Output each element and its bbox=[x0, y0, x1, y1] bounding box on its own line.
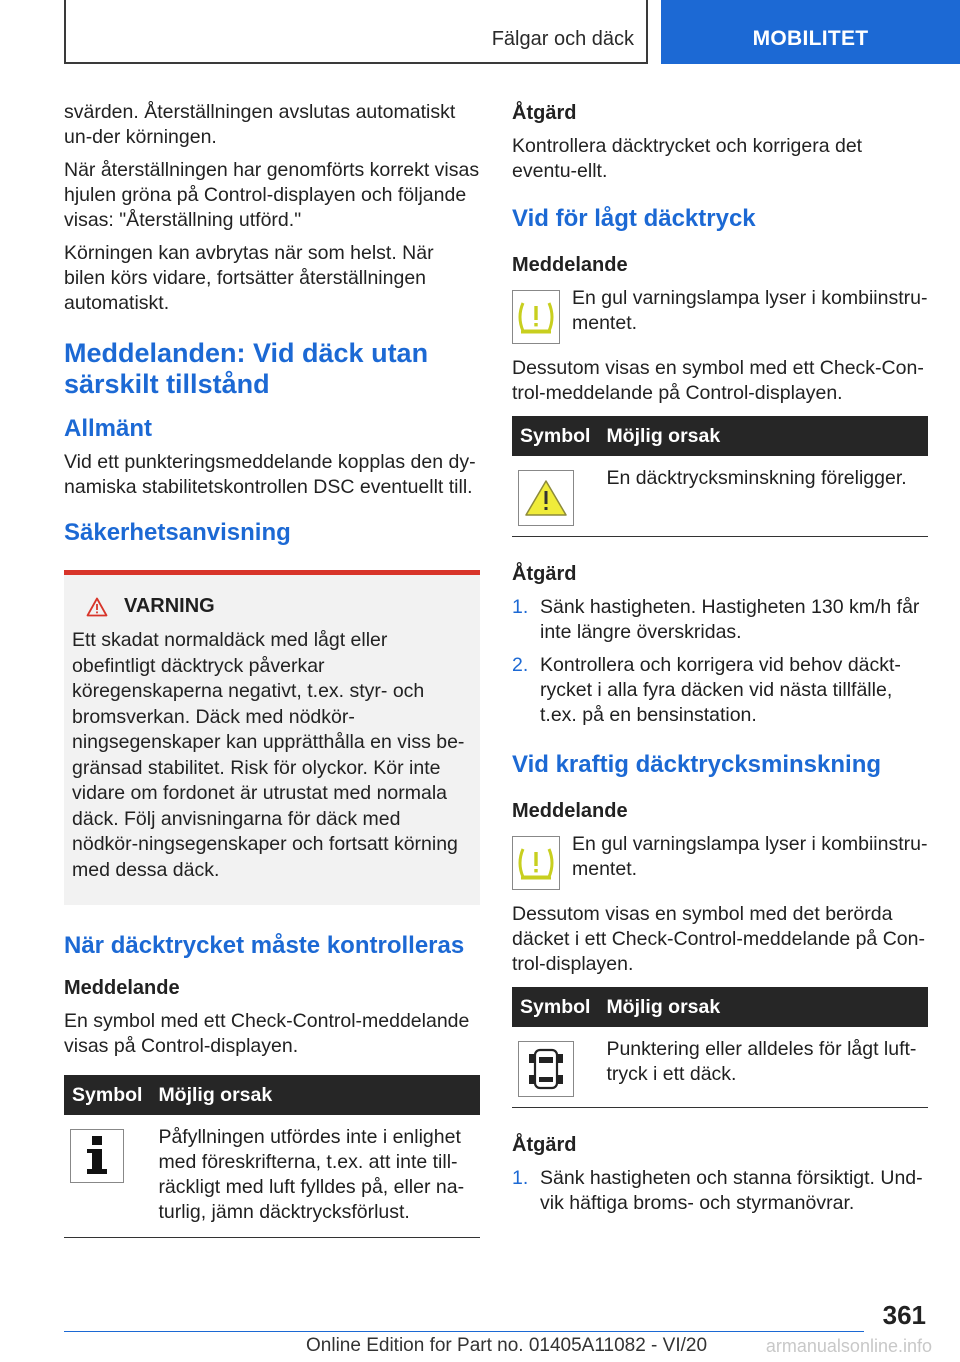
symbol-cell bbox=[64, 1115, 150, 1238]
step-text: Kontrollera och korrigera vid behov däckt‐rycket i alla fyra däcken vid nästa tillfälle, t.ex. på en bensinstation. bbox=[540, 654, 901, 726]
paragraph: svärden. Återställningen avslutas automatiskt un‐der körningen. bbox=[64, 101, 456, 148]
paragraph: Dessutom visas en symbol med ett Check-Con‐trol-meddelande på Control-displayen. bbox=[512, 357, 924, 404]
warning-text: Ett skadat normaldäck med lågt eller obefintligt däcktryck påverkar köregenskaperna negativt, t.ex. styr- och bromsverkan. Däck med nödkör‐ningsegenskaper kan upprätthålla en viss be‐gränsad stabilitet. Risk för olyckor. Kör inte vidare om fordonet är utrustat med normala däck. Följ anvisningarna för däck med nödkör‐ningsegenskaper och fortsatt körning med dessa däck. bbox=[72, 629, 465, 881]
message-text: En gul varningslampa lyser i kombiinstru‐mentet. bbox=[572, 287, 928, 334]
symbol-table bbox=[512, 416, 928, 537]
message-row bbox=[512, 286, 928, 344]
action-heading: Åtgärd bbox=[512, 563, 577, 585]
step-number: 1. bbox=[512, 1167, 529, 1189]
paragraph: Kontrollera däcktrycket och korrigera det eventu‐ellt. bbox=[512, 135, 863, 182]
step-text: Sänk hastigheten. Hastigheten 130 km/h får inte längre överskridas. bbox=[540, 596, 920, 643]
tire-pressure-warning-lamp-icon bbox=[512, 290, 560, 344]
paragraph: Körningen kan avbrytas när som helst. När bilen körs vidare, fortsätter återställningen automatiskt. bbox=[64, 242, 434, 314]
warning-box bbox=[64, 570, 480, 905]
chapter-tab[interactable]: MOBILITET bbox=[661, 0, 960, 64]
action-heading: Åtgärd bbox=[512, 1134, 577, 1156]
symbol-table bbox=[512, 987, 928, 1108]
left-column bbox=[64, 100, 480, 1238]
footer-divider bbox=[64, 1331, 864, 1332]
message-text: En gul varningslampa lyser i kombiinstru‐mentet. bbox=[572, 833, 928, 880]
warning-title bbox=[72, 595, 470, 618]
message-heading: Meddelande bbox=[512, 254, 628, 276]
car-tire-icon bbox=[518, 1041, 574, 1097]
column-header-cause: Möjlig orsak bbox=[150, 1075, 480, 1115]
yellow-warning-triangle-icon bbox=[518, 470, 574, 526]
message-heading: Meddelande bbox=[64, 977, 180, 999]
paragraph: Vid ett punkteringsmeddelande kopplas den dy‐namiska stabilitetskontrollen DSC eventuellt till. bbox=[64, 451, 476, 498]
paragraph: En symbol med ett Check-Control-meddelande visas på Control-displayen. bbox=[64, 1010, 470, 1057]
column-header-symbol: Symbol bbox=[512, 416, 598, 456]
watermark: armanualsonline.info bbox=[765, 1336, 932, 1356]
cause-cell: Punktering eller alldeles för lågt luft‐tryck i ett däck. bbox=[598, 1027, 928, 1108]
list-item bbox=[512, 653, 928, 728]
step-list bbox=[512, 1166, 928, 1216]
symbol-cell bbox=[512, 1027, 598, 1108]
table-row bbox=[512, 456, 928, 537]
cause-cell: En däcktrycksminskning föreligger. bbox=[598, 456, 928, 537]
subheading-low-pressure: Vid för lågt däcktryck bbox=[512, 205, 756, 232]
page-number: 361 bbox=[882, 1300, 926, 1330]
right-column bbox=[512, 100, 928, 1224]
subheading-safety: Säkerhetsanvisning bbox=[64, 519, 291, 546]
table-row bbox=[512, 1027, 928, 1108]
warning-triangle-icon bbox=[86, 597, 108, 617]
header-frame bbox=[64, 0, 648, 64]
column-header-cause: Möjlig orsak bbox=[598, 416, 928, 456]
warning-label: VARNING bbox=[124, 595, 215, 617]
step-text: Sänk hastigheten och stanna försiktigt. Und‐vik häftiga broms- och styrmanövrar. bbox=[540, 1167, 923, 1214]
step-number: 1. bbox=[512, 596, 529, 618]
column-header-symbol: Symbol bbox=[64, 1075, 150, 1115]
action-heading: Åtgärd bbox=[512, 102, 577, 124]
subheading-check: När däcktrycket måste kontrolleras bbox=[64, 932, 465, 959]
step-number: 2. bbox=[512, 654, 529, 676]
list-item bbox=[512, 1166, 928, 1216]
info-icon bbox=[70, 1129, 124, 1183]
message-row bbox=[512, 832, 928, 890]
subheading-heavy-loss: Vid kraftig däcktrycksminskning bbox=[512, 751, 882, 778]
section-heading: Meddelanden: Vid däck utan särskilt tillstånd bbox=[64, 338, 429, 399]
step-list bbox=[512, 595, 928, 728]
table-row bbox=[64, 1115, 480, 1238]
tire-pressure-warning-lamp-icon bbox=[512, 836, 560, 890]
message-heading: Meddelande bbox=[512, 800, 628, 822]
edition-text: Online Edition for Part no. 01405A11082 - VI/20 bbox=[306, 1335, 708, 1356]
paragraph: När återställningen har genomförts korrekt visas hjulen gröna på Control-displayen och följande visas: "Återställning utförd." bbox=[64, 159, 480, 231]
subheading-general: Allmänt bbox=[64, 415, 153, 442]
list-item bbox=[512, 595, 928, 645]
section-title: Fälgar och däck bbox=[491, 28, 634, 50]
column-header-symbol: Symbol bbox=[512, 987, 598, 1027]
paragraph: Dessutom visas en symbol med det berörda däcket i ett Check-Control-meddelande på Con‐trol-displayen. bbox=[512, 903, 925, 975]
column-header-cause: Möjlig orsak bbox=[598, 987, 928, 1027]
cause-cell: Påfyllningen utfördes inte i enlighet med föreskrifterna, t.ex. att inte till‐räckligt med luft fylldes på, eller na‐turlig, jämn däcktrycksförlust. bbox=[150, 1115, 480, 1238]
symbol-table bbox=[64, 1075, 480, 1238]
symbol-cell bbox=[512, 456, 598, 537]
